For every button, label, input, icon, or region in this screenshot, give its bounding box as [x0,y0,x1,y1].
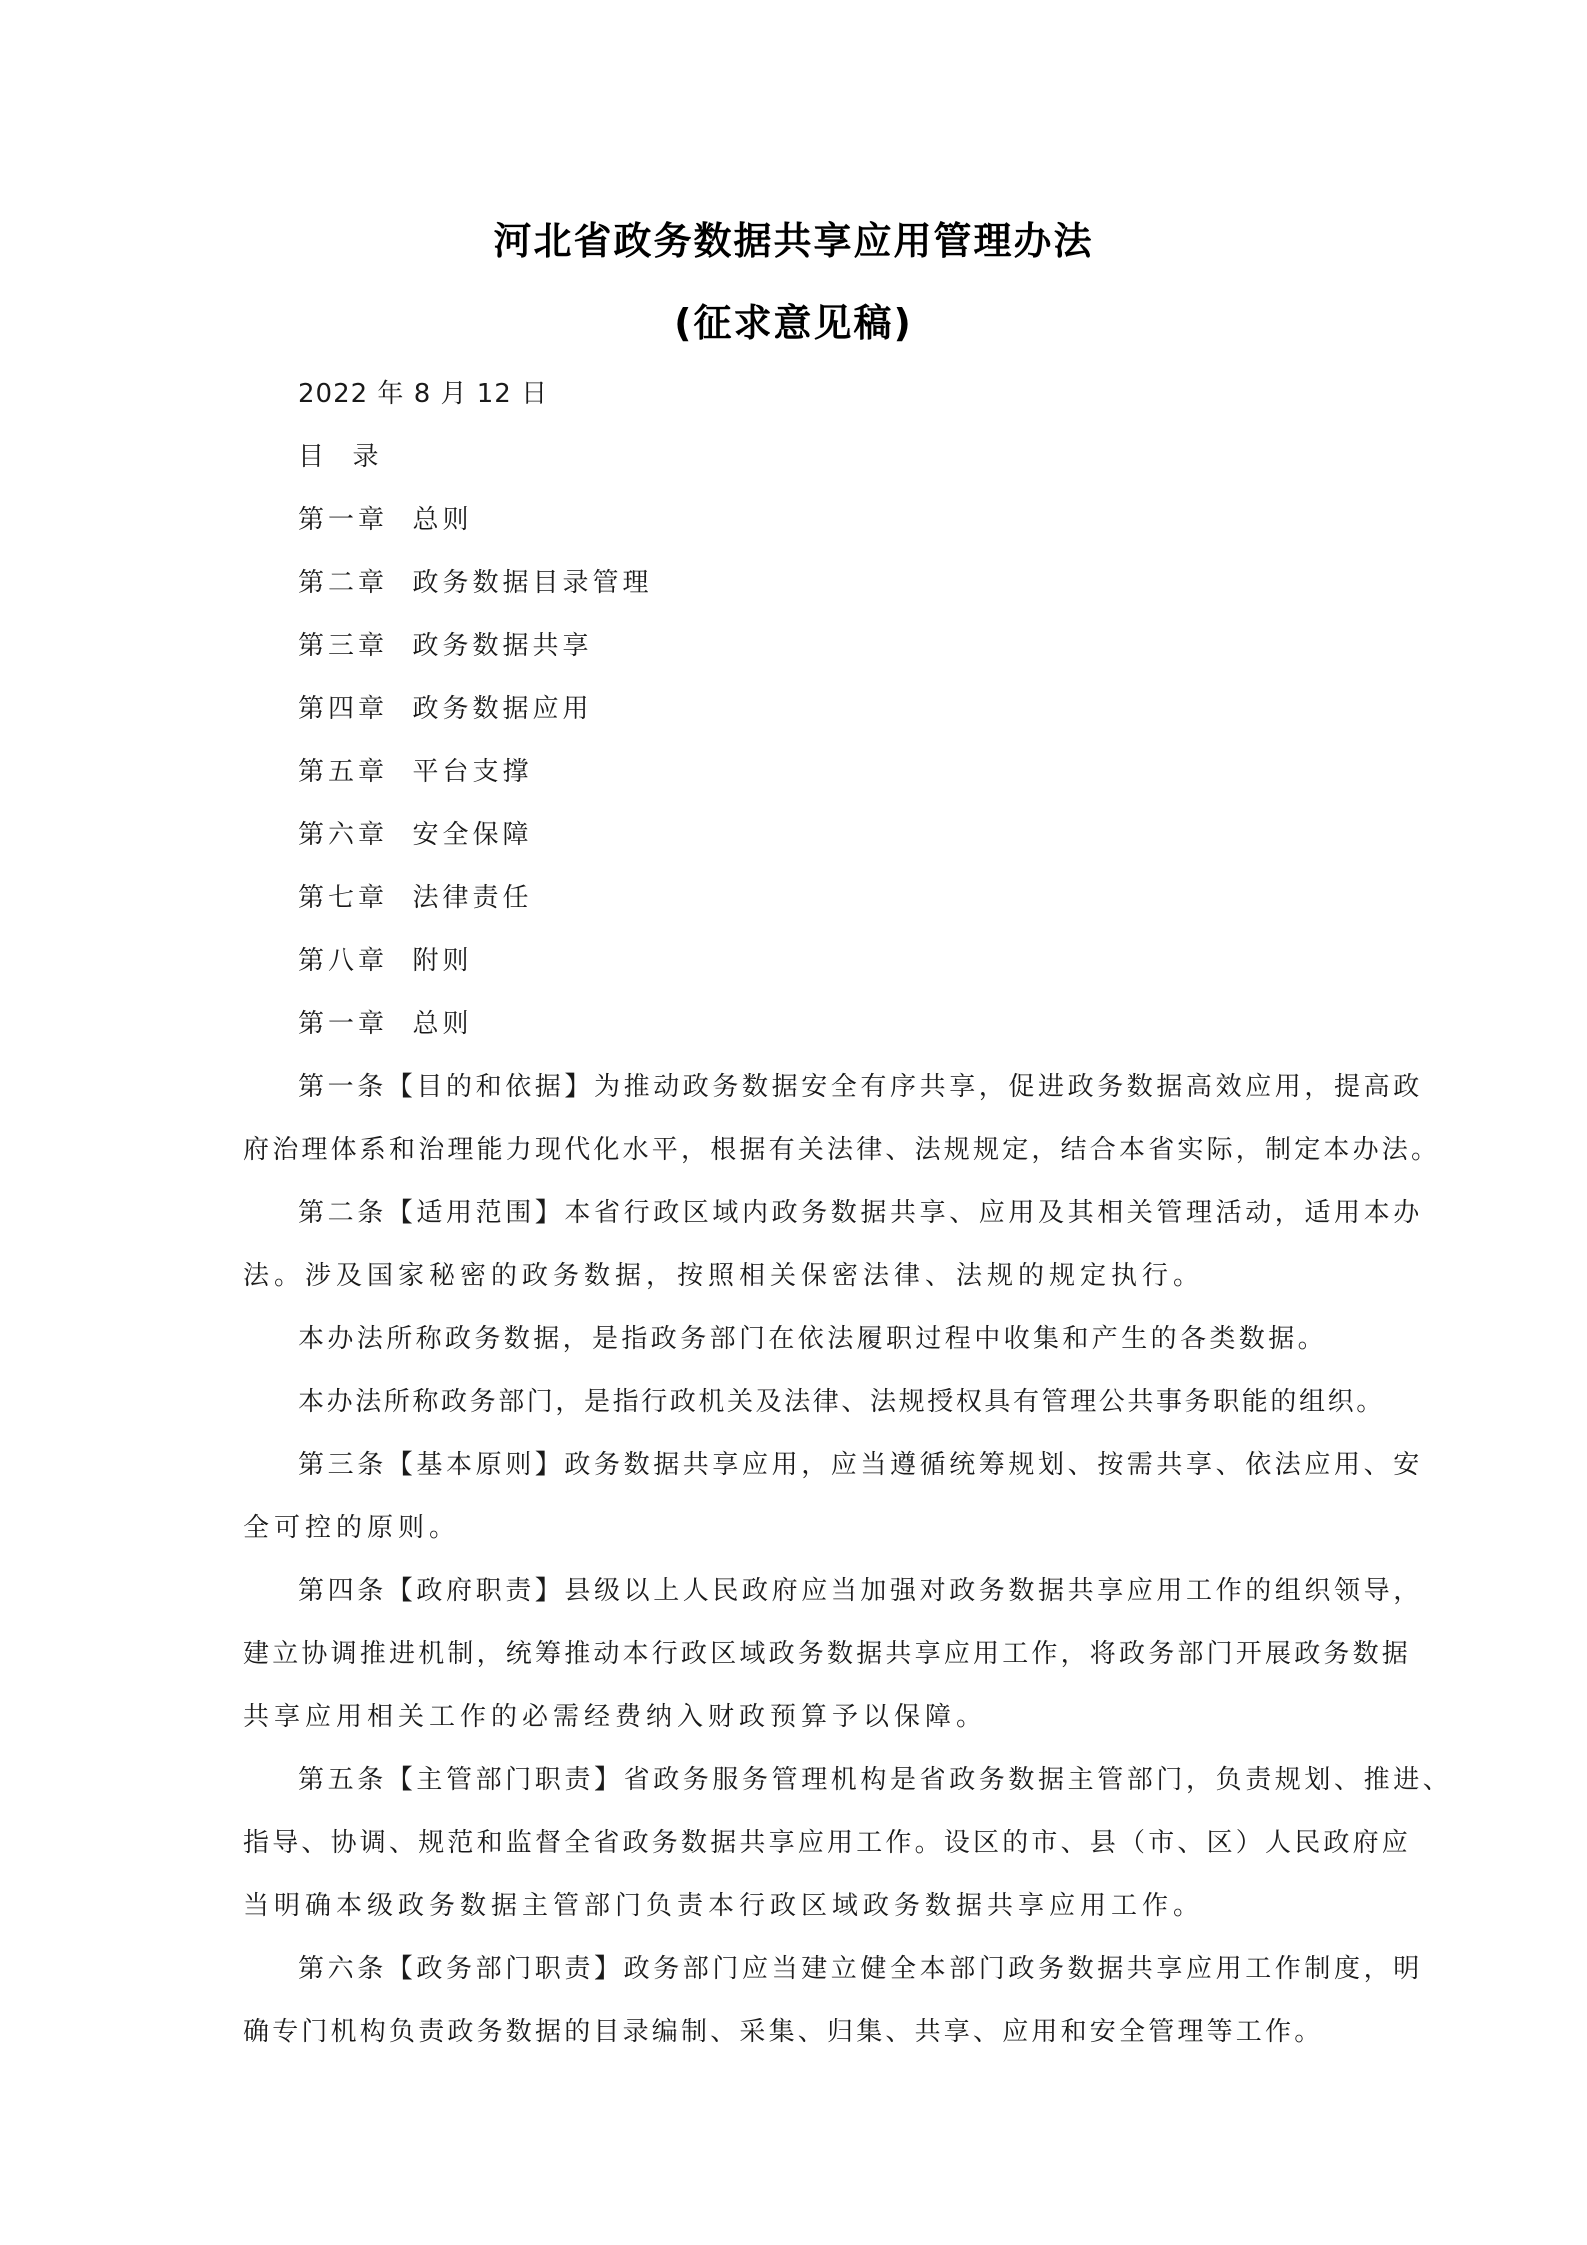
article-line: 法。涉及国家秘密的政务数据，按照相关保密法律、法规的规定执行。 [243,1261,1205,1291]
toc-item: 第四章 政务数据应用 [298,694,593,724]
article-line: 第三条【基本原则】政务数据共享应用，应当遵循统筹规划、按需共享、依法应用、安 [298,1450,1423,1480]
article-line: 全可控的原则。 [243,1513,461,1543]
article-line: 建立协调推进机制，统筹推动本行政区域政务数据共享应用工作，将政务部门开展政务数据 [243,1639,1412,1669]
toc-item: 第八章 附则 [298,946,473,976]
article-line: 第六条【政务部门职责】政务部门应当建立健全本部门政务数据共享应用工作制度，明 [298,1954,1423,1984]
document-title: 河北省政务数据共享应用管理办法 [493,219,1094,263]
article-line: 当明确本级政务数据主管部门负责本行政区域政务数据共享应用工作。 [243,1891,1205,1921]
article-line: 第五条【主管部门职责】省政务服务管理机构是省政务数据主管部门，负责规划、推进、 [298,1765,1453,1795]
article-line: 本办法所称政务数据，是指政务部门在依法履职过程中收集和产生的各类数据。 [298,1324,1328,1354]
document-subtitle: (征求意见稿) [674,301,913,345]
article-line: 第二条【适用范围】本省行政区域内政务数据共享、应用及其相关管理活动，适用本办 [298,1198,1423,1228]
article-line: 第一条【目的和依据】为推动政务数据安全有序共享，促进政务数据高效应用，提高政 [298,1072,1423,1102]
article-line: 府治理体系和治理能力现代化水平，根据有关法律、法规规定，结合本省实际，制定本办法。 [243,1135,1441,1165]
toc-item: 第一章 总则 [298,505,473,535]
article-line: 指导、协调、规范和监督全省政务数据共享应用工作。设区的市、县（市、区）人民政府应 [243,1828,1412,1858]
toc-item: 第七章 法律责任 [298,883,533,913]
toc-item: 第六章 安全保障 [298,820,533,850]
toc-item: 第五章 平台支撑 [298,757,533,787]
chapter-heading: 第一章 总则 [298,1009,473,1039]
article-line: 共享应用相关工作的必需经费纳入财政预算予以保障。 [243,1702,988,1732]
toc-item: 第二章 政务数据目录管理 [298,568,653,598]
article-line: 确专门机构负责政务数据的目录编制、采集、归集、共享、应用和安全管理等工作。 [243,2017,1324,2047]
toc-item: 第三章 政务数据共享 [298,631,593,661]
article-line: 第四条【政府职责】县级以上人民政府应当加强对政务数据共享应用工作的组织领导， [298,1576,1423,1606]
article-line: 本办法所称政务部门，是指行政机关及法律、法规授权具有管理公共事务职能的组织。 [298,1387,1385,1417]
toc-heading: 目 录 [298,442,383,472]
document-date: 2022 年 8 月 12 日 [298,379,549,409]
